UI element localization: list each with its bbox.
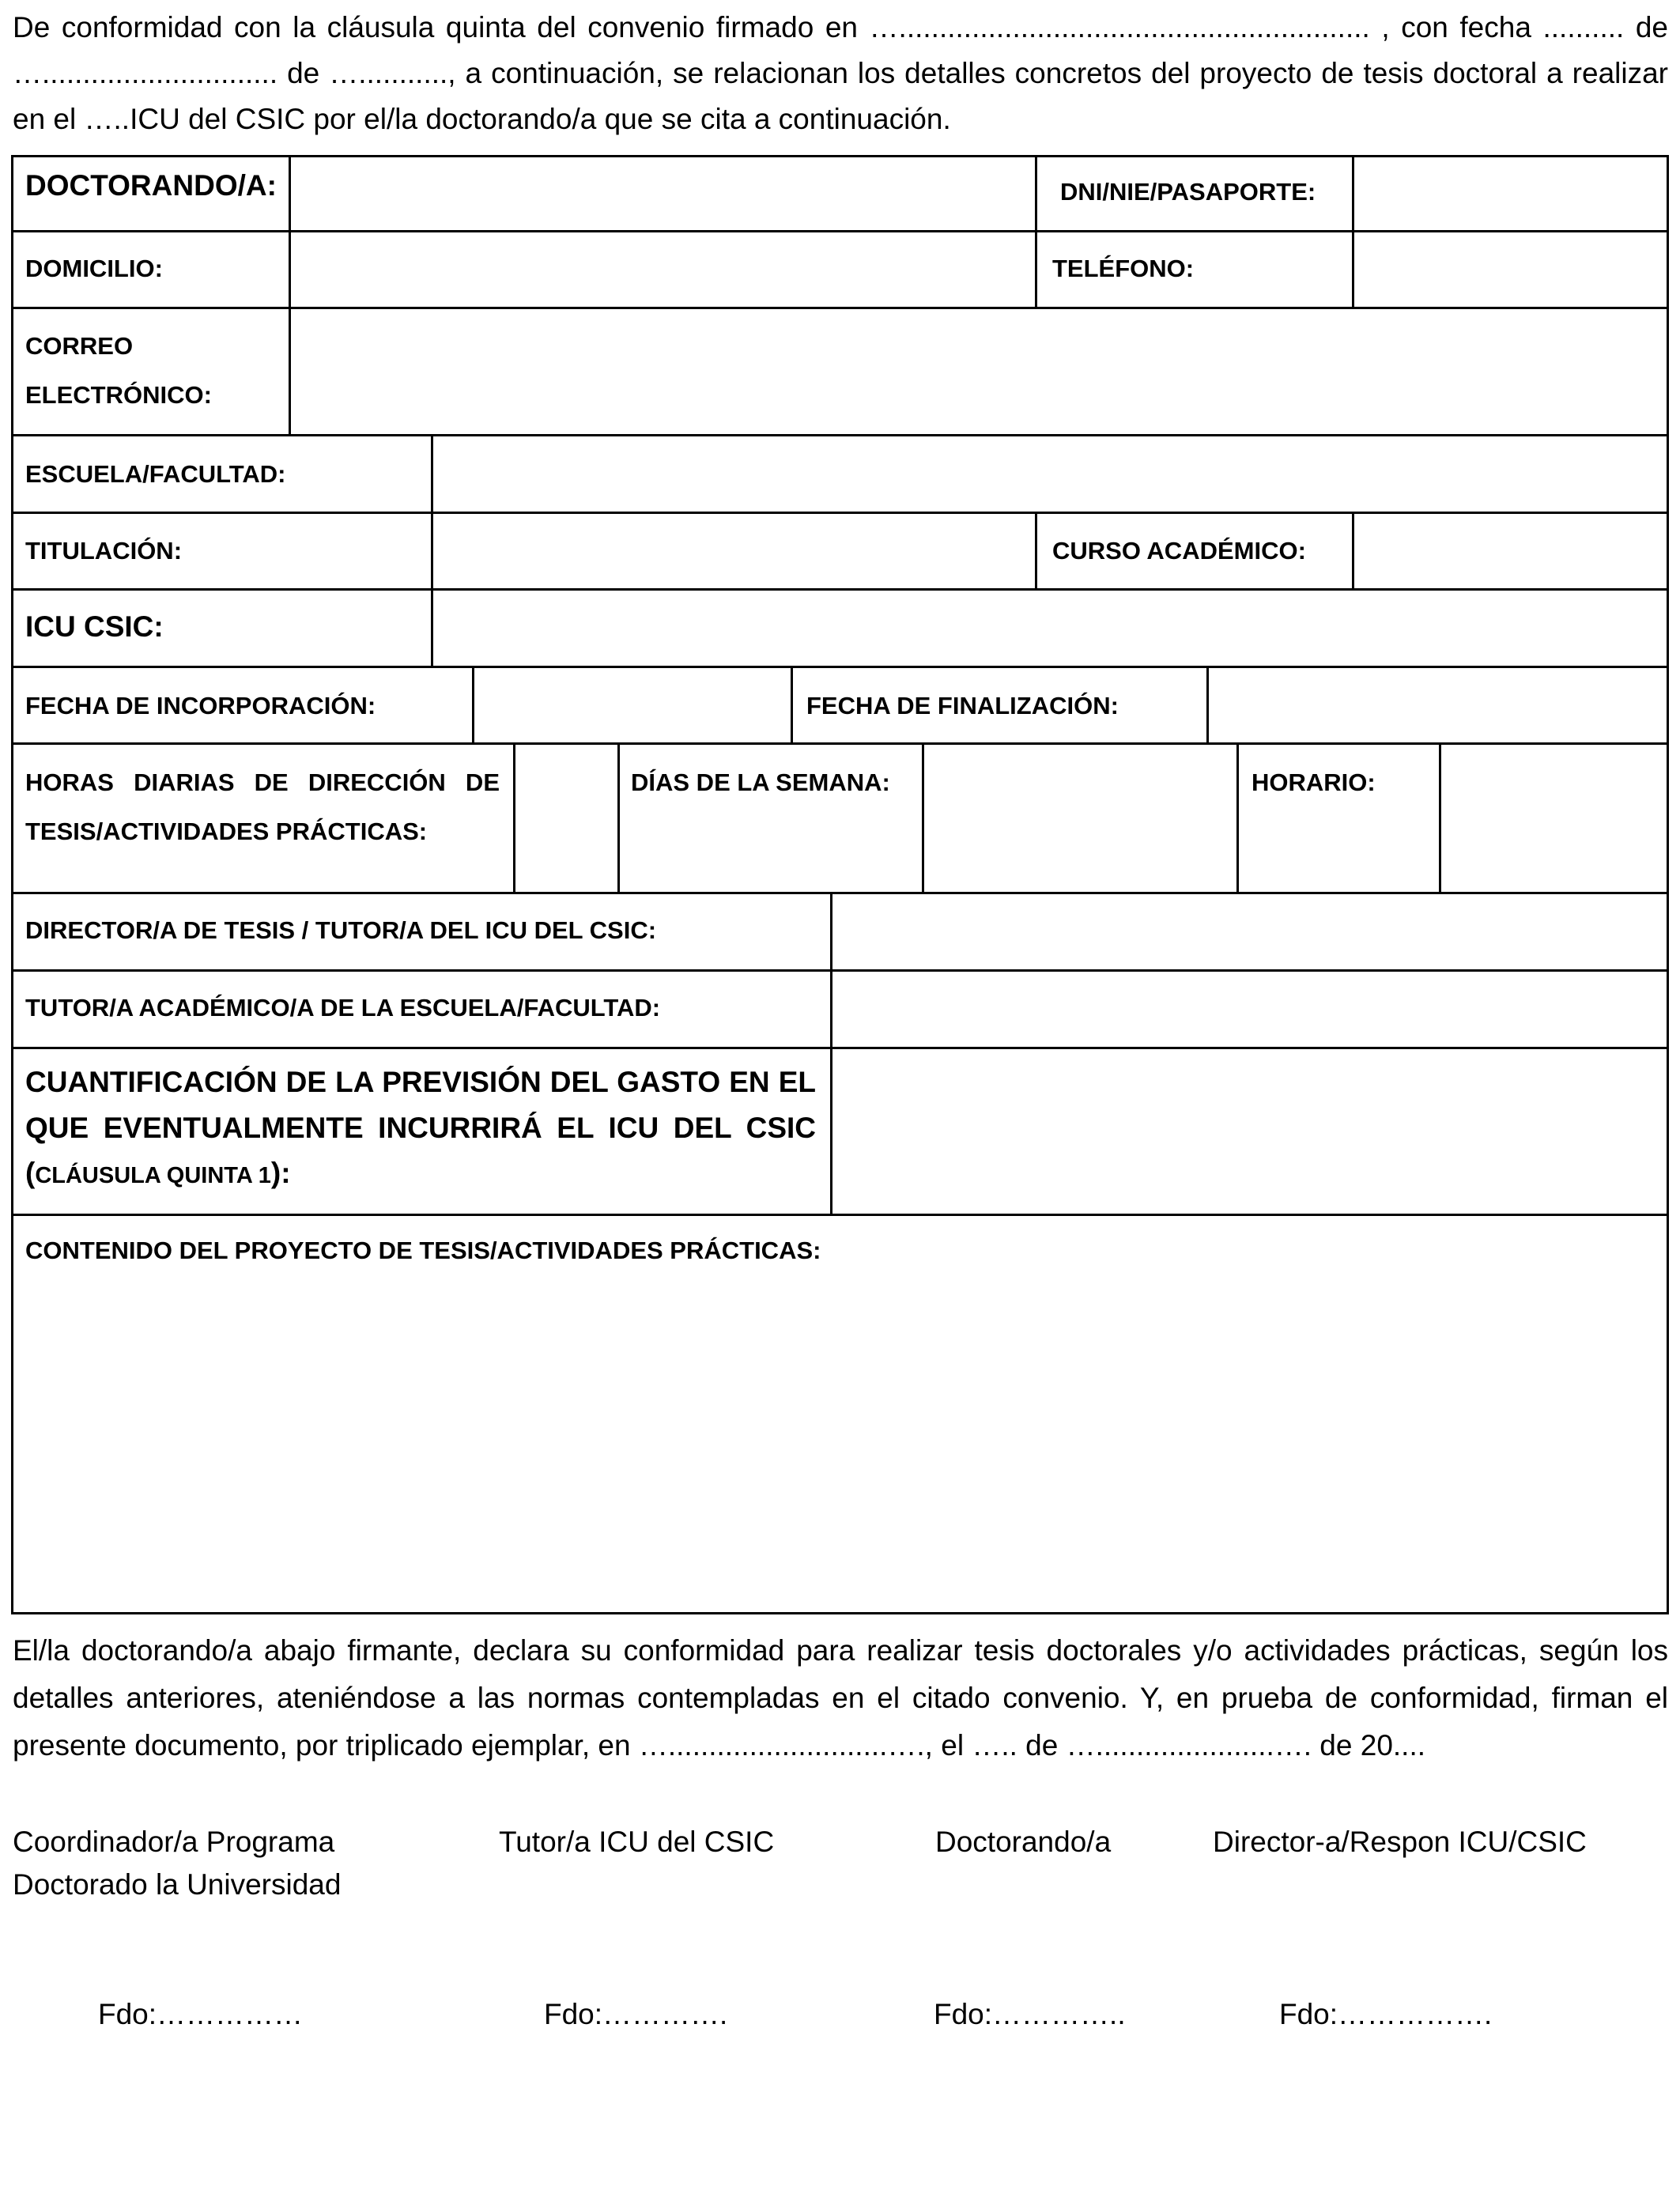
dni-label: DNI/NIE/PASAPORTE: bbox=[1060, 178, 1316, 206]
doctorando-label: DOCTORANDO/A: bbox=[25, 169, 277, 202]
tutor-value-field[interactable] bbox=[830, 969, 1669, 1049]
doctorando-value-field[interactable] bbox=[289, 155, 1037, 232]
fecha-fin-value-field[interactable] bbox=[1206, 666, 1669, 745]
signatory-coordinador-line2: Doctorado la Universidad bbox=[13, 1868, 342, 1901]
domicilio-label: DOMICILIO: bbox=[25, 255, 163, 282]
horas-value-field[interactable] bbox=[513, 742, 620, 894]
correo-label-line1: CORREO bbox=[25, 332, 134, 360]
conformity-paragraph: El/la doctorando/a abajo firmante, declara su conformidad para realizar tesis doctorales y/o actividades prácticas, según los detalles anteriores, ateniéndose a las normas contempladas en el citado convenio. Y, en prueba de conformidad, firman el presente documento, por triplicado ejemplar, en …...........................…., el ….. de …......................…. de 20.... bbox=[13, 1634, 1668, 1762]
signatory-coordinador bbox=[13, 1821, 341, 1906]
cuantificacion-paren-open: ( bbox=[25, 1157, 36, 1189]
fecha-inc-label: FECHA DE INCORPORACIÓN: bbox=[25, 692, 376, 719]
signatory-coordinador-line1: Coordinador/a Programa bbox=[13, 1826, 335, 1858]
curso-value-field[interactable] bbox=[1352, 512, 1669, 591]
titulacion-label: TITULACIÓN: bbox=[25, 537, 183, 565]
cuantificacion-label-line1: CUANTIFICACIÓN DE LA PREVISIÓN DEL GASTO EN EL bbox=[25, 1066, 816, 1098]
fdo-coordinador[interactable]: Fdo:…………… bbox=[98, 1998, 304, 2030]
cuantificacion-paren-close: ): bbox=[270, 1157, 291, 1189]
horario-label: HORARIO: bbox=[1252, 768, 1376, 796]
cuantificacion-label-line2: QUE EVENTUALMENTE INCURRIRÁ EL ICU DEL CSIC bbox=[25, 1112, 816, 1144]
dias-label: DÍAS DE LA SEMANA: bbox=[631, 768, 890, 796]
cuantificacion-value-field[interactable] bbox=[830, 1047, 1669, 1216]
curso-label: CURSO ACADÉMICO: bbox=[1052, 537, 1306, 565]
director-label: DIRECTOR/A DE TESIS / TUTOR/A DEL ICU DEL CSIC: bbox=[25, 916, 657, 944]
cuantificacion-clausula: CLÁUSULA QUINTA 1 bbox=[35, 1163, 271, 1188]
contenido-label: CONTENIDO DEL PROYECTO DE TESIS/ACTIVIDADES PRÁCTICAS: bbox=[25, 1237, 821, 1264]
horario-value-field[interactable] bbox=[1439, 742, 1669, 894]
intro-paragraph: De conformidad con la cláusula quinta del convenio firmado en ….......................................................... , con fecha .......... de …............................. de …..........., a continuación, se relacionan los detalles concretos del proyecto de tesis doctoral a realizar en el …..ICU del CSIC por el/la doctorando/a que se cita a continuación. bbox=[13, 11, 1668, 135]
signatory-doctorando: Doctorando/a bbox=[935, 1826, 1112, 1858]
horas-label-line1: HORAS DIARIAS DE DIRECCIÓN DE bbox=[25, 768, 500, 796]
telefono-value-field[interactable] bbox=[1352, 230, 1669, 309]
fdo-doctorando[interactable]: Fdo:………….. bbox=[934, 1998, 1126, 2030]
icu-label: ICU CSIC: bbox=[25, 610, 164, 643]
escuela-label: ESCUELA/FACULTAD: bbox=[25, 460, 286, 488]
tutor-label: TUTOR/A ACADÉMICO/A DE LA ESCUELA/FACULTAD: bbox=[25, 994, 661, 1021]
fdo-director[interactable]: Fdo:……………. bbox=[1279, 1998, 1493, 2030]
domicilio-value-field[interactable] bbox=[289, 230, 1037, 309]
signatory-tutor: Tutor/a ICU del CSIC bbox=[499, 1826, 775, 1858]
correo-value-field[interactable] bbox=[289, 307, 1669, 436]
cuantificacion-label-line3 bbox=[25, 1150, 291, 1199]
fecha-fin-label: FECHA DE FINALIZACIÓN: bbox=[806, 692, 1119, 719]
fdo-tutor[interactable]: Fdo:…………. bbox=[544, 1998, 728, 2030]
titulacion-value-field[interactable] bbox=[431, 512, 1037, 591]
signatory-director: Director-a/Respon ICU/CSIC bbox=[1213, 1826, 1587, 1858]
telefono-label: TELÉFONO: bbox=[1052, 255, 1195, 282]
correo-label-line2: ELECTRÓNICO: bbox=[25, 381, 212, 409]
dni-value-field[interactable] bbox=[1352, 155, 1669, 232]
fecha-inc-value-field[interactable] bbox=[472, 666, 793, 745]
dias-value-field[interactable] bbox=[922, 742, 1239, 894]
escuela-value-field[interactable] bbox=[431, 434, 1669, 514]
horas-label-line2: TESIS/ACTIVIDADES PRÁCTICAS: bbox=[25, 818, 428, 845]
director-value-field[interactable] bbox=[830, 892, 1669, 972]
icu-value-field[interactable] bbox=[431, 588, 1669, 668]
